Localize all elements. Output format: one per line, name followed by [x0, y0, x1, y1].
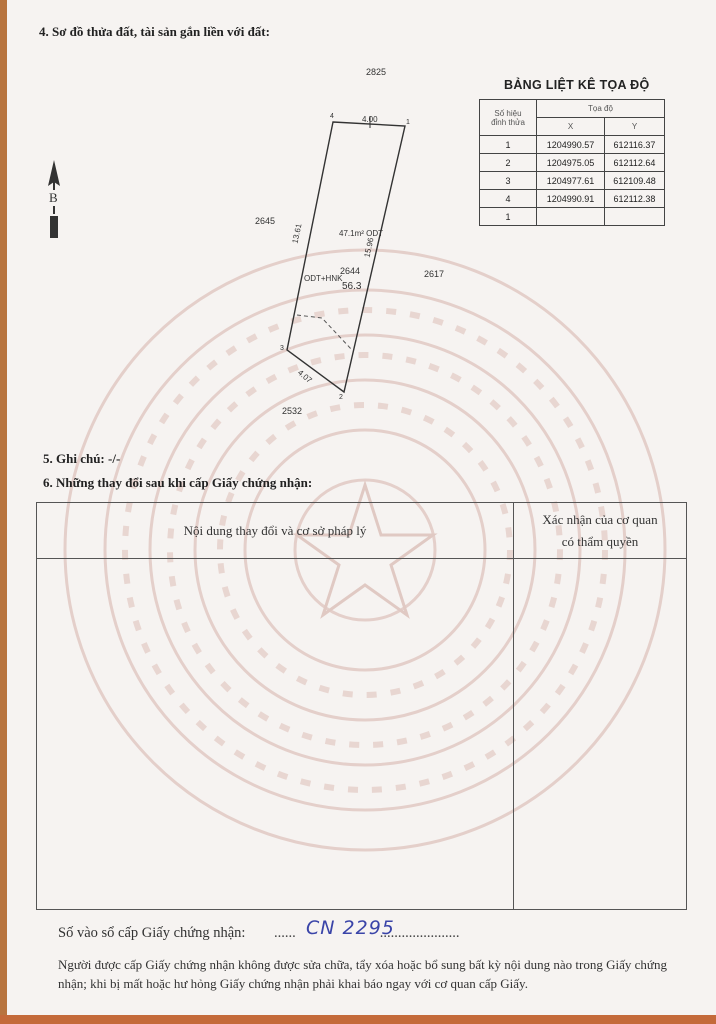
changes-approval-cell	[514, 559, 687, 910]
neighbor-east: 2617	[424, 269, 445, 279]
changes-header-content: Nội dung thay đổi và cơ sở pháp lý	[37, 503, 514, 559]
corner-4: 4	[330, 113, 334, 120]
changes-table	[36, 502, 687, 910]
edge-right-length: 15.96	[362, 236, 376, 259]
parcel-diagram	[260, 100, 430, 420]
changes-header-approval: Xác nhận của cơ quan có thẩm quyền	[514, 503, 687, 559]
registration-label: Số vào sổ cấp Giấy chứng nhận:	[58, 925, 246, 941]
corner-1: 1	[406, 119, 410, 126]
edge-top-length: 4.00	[362, 115, 378, 124]
section-4-title: 4. Sơ đồ thửa đất, tài sản gắn liền với đất:	[39, 24, 270, 39]
neighbor-north: 2825	[366, 67, 387, 77]
neighbor-south: 2532	[282, 406, 303, 416]
coord-header-x: X	[537, 118, 605, 136]
compass-letter: B	[49, 190, 58, 205]
table-row: 4 1204990.91 612112.38	[480, 190, 665, 208]
table-row: 1	[480, 208, 665, 226]
registration-number: CN 2295	[306, 917, 395, 939]
page-edge-left	[0, 0, 7, 1024]
table-row: 3 1204977.61 612109.48	[480, 172, 665, 190]
coord-header-y: Y	[605, 118, 665, 136]
changes-content-cell	[37, 559, 514, 910]
coord-table-title: BẢNG LIỆT KÊ TỌA ĐỘ	[504, 78, 650, 92]
land-type: ODT+HNK	[304, 274, 343, 283]
parcel-number: 2644	[340, 266, 361, 276]
section-5-title: 5. Ghi chú: -/-	[43, 451, 121, 466]
registration-dots: ...... ......................	[274, 925, 460, 941]
sub-area: 47.1m² ODT	[339, 229, 384, 238]
edge-left-length: 13.61	[290, 222, 304, 245]
neighbor-west: 2645	[255, 216, 276, 226]
edge-bottom-length: 4.07	[295, 368, 314, 385]
table-row: 2 1204975.05 612112.64	[480, 154, 665, 172]
coord-header-coord: Tọa độ	[537, 100, 665, 118]
coord-header-point: Số hiệu đỉnh thửa	[480, 100, 537, 136]
notice-text: Người được cấp Giấy chứng nhận không được sửa chữa, tẩy xóa hoặc bổ sung bất kỳ nội dung nào trong Giấy chứng nhận; khi bị mất hoặc hư hỏng Giấy chứng nhận phải khai báo ngay với cơ quan cấp Giấy.	[58, 957, 667, 991]
corner-2: 2	[339, 394, 343, 401]
section-6-title: 6. Những thay đổi sau khi cấp Giấy chứng nhận:	[43, 475, 313, 490]
parcel-area: 56.3	[342, 281, 362, 292]
corner-3: 3	[280, 345, 284, 352]
page-edge-bottom	[0, 1015, 716, 1024]
coord-table	[479, 99, 665, 226]
table-row: 1 1204990.57 612116.37	[480, 136, 665, 154]
